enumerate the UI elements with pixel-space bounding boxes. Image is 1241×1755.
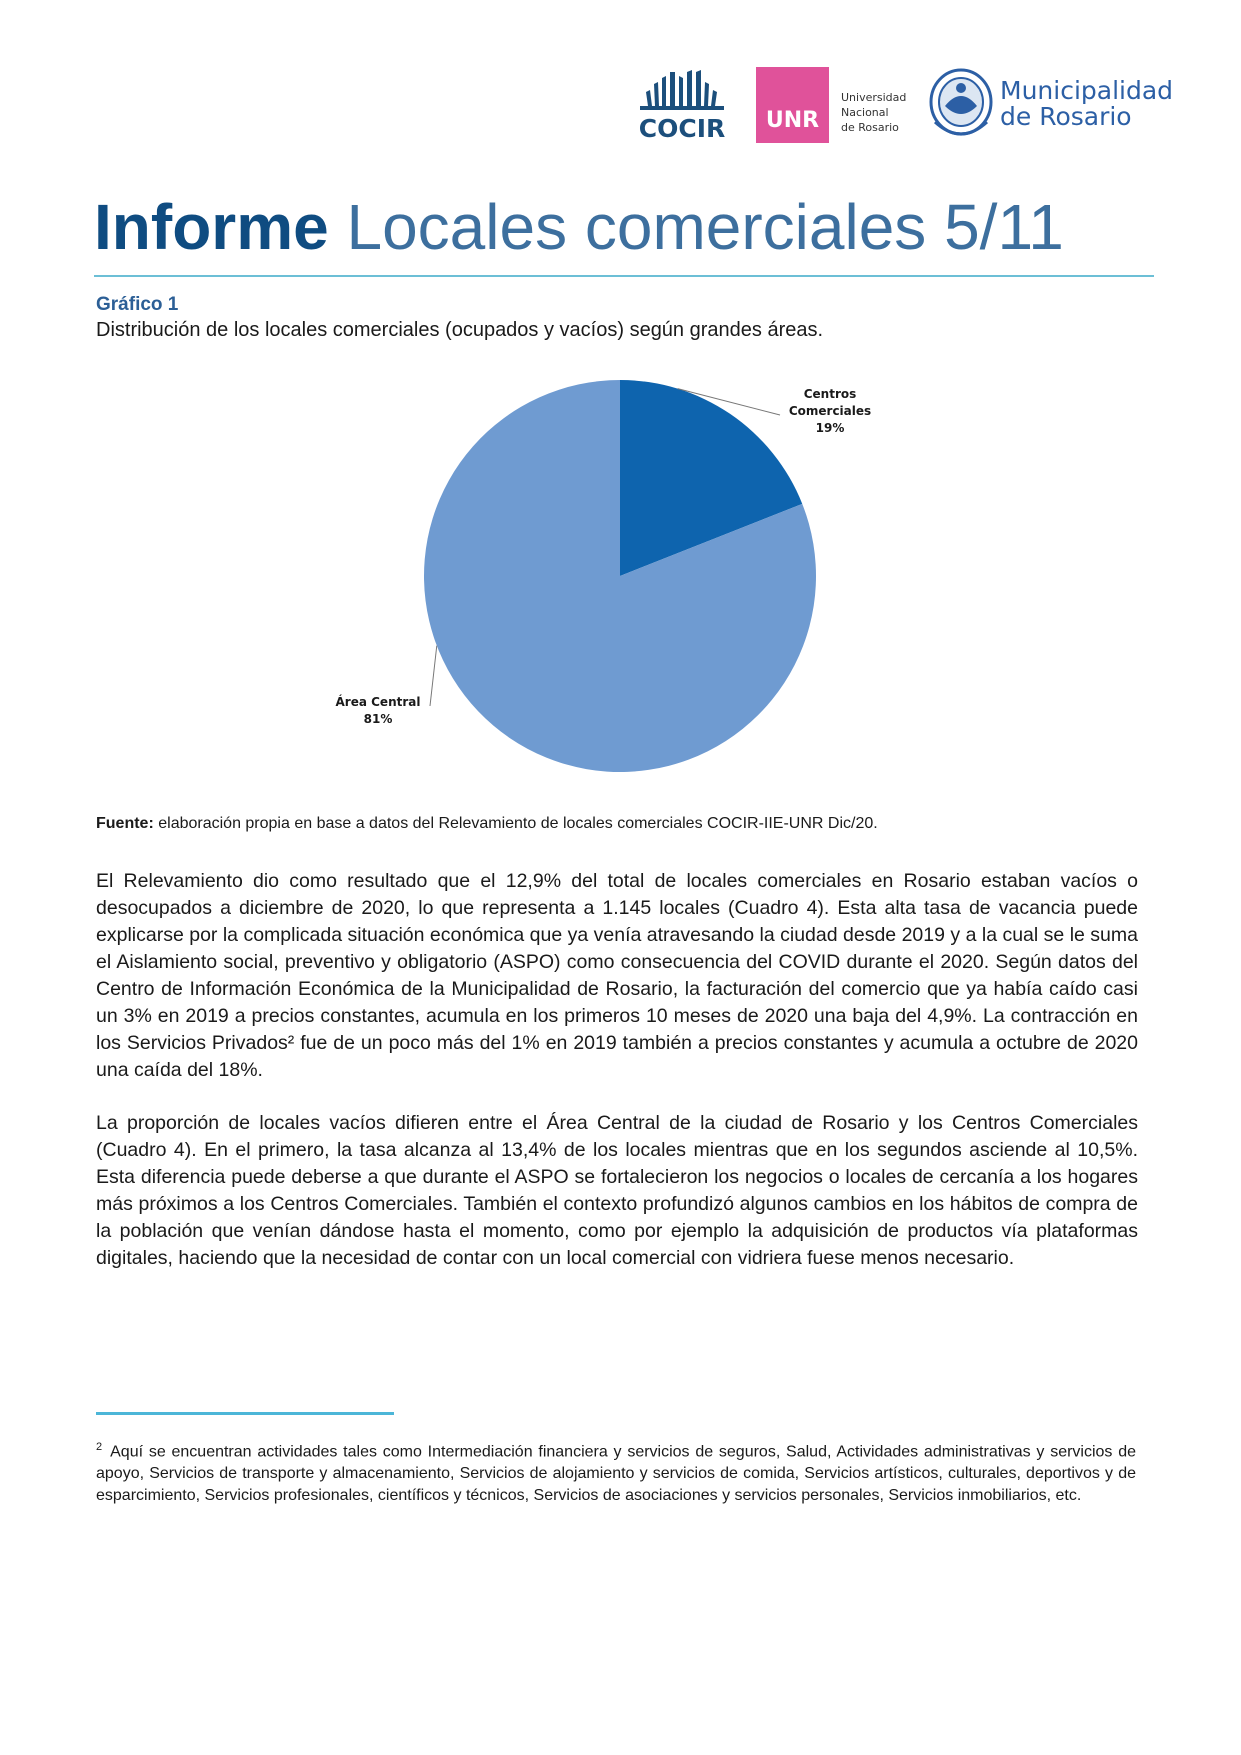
title-divider: [94, 275, 1154, 277]
figure-caption: Distribución de los locales comerciales (ocupados y vacíos) según grandes áreas.: [96, 319, 824, 341]
source-text: elaboración propia en base a datos del Relevamiento de locales comerciales COCIR-IIE-UNR Dic/20.: [158, 815, 878, 832]
cocir-logo: [636, 62, 728, 144]
pie-category-label-0: Comerciales: [788, 404, 872, 418]
figure-source: [96, 815, 878, 833]
unr-logo: UNR: [756, 67, 829, 143]
pie-chart: [330, 360, 890, 780]
footnote: [96, 1436, 1136, 1507]
page-title-light: Locales comerciales 5/11: [346, 191, 1064, 263]
footnote-marker: 2: [96, 1441, 103, 1453]
pie-value-label-1: 81%: [363, 712, 393, 726]
pie-value-label-0: 19%: [815, 421, 845, 435]
municipalidad-seal-icon: [925, 66, 997, 146]
page-title: [94, 190, 1064, 264]
figure-label: Gráfico 1: [96, 294, 179, 315]
footnote-text: Aquí se encuentran actividades tales como Intermediación financiera y servicios de seguros, Salud, Actividades administrativas y servicios de apoyo, Servicios de transporte y almacenamiento, Servicios de alojamiento y servicios de comida, Servicios artísticos, culturales, deportivos y de esparcimiento, Servicios profesionales, científicos y técnicos, Servicios de asociaciones y servicios personales, Servicios inmobiliarios, etc.: [96, 1443, 1136, 1505]
footnote-divider: [96, 1412, 394, 1415]
municipalidad-name: Municipalidad de Rosario: [1000, 76, 1174, 131]
cocir-wordmark: COCIR: [638, 114, 726, 143]
pie-category-label-1: Área Central: [335, 695, 421, 709]
pie-category-label-0: Centros: [803, 387, 857, 401]
paragraph-1: El Relevamiento dio como resultado que el 12,9% del total de locales comerciales en Rosario estaban vacíos o desocupados a diciembre de 2020, lo que representa a 1.145 locales (Cuadro 4). Esta alta tasa de vacancia puede explicarse por la complicada situación económica que ya venía atravesando la ciudad desde 2019 y a la cual se le suma el Aislamiento social, preventivo y obligatorio (ASPO) como consecuencia del COVID durante el 2020. Según datos del Centro de Información Económica de la Municipalidad de Rosario, la facturación del comercio que ya había caído casi un 3% en 2019 a precios constantes, acumula en los primeros 10 meses de 2020 una baja del 4,9%. La contracción en los Servicios Privados² fue de un poco más del 1% en 2019 también a precios constantes y acumula a octubre de 2020 una caída del 18%.: [96, 870, 1138, 1081]
page-title-bold: Informe: [94, 191, 329, 263]
paragraph-2: La proporción de locales vacíos difieren entre el Área Central de la ciudad de Rosario y los Centros Comerciales (Cuadro 4). En el primero, la tasa alcanza al 13,4% de los locales mientras que en los segundos asciende al 10,5%. Esta diferencia puede deberse a que durante el ASPO se fortalecieron los negocios o locales de cercanía a los hogares más próximos a los Centros Comerciales. También el contexto profundizó algunos cambios en los hábitos de compra de la población que venían dándose hasta el momento, como por ejemplo la adquisición de productos vía plataformas digitales, haciendo que la necesidad de contar con un local comercial con vidriera fuese menos necesario.: [96, 1112, 1138, 1269]
pie-leader-line-1: [430, 646, 437, 706]
unr-name: Universidad Nacional de Rosario: [841, 91, 907, 134]
source-label: Fuente:: [96, 815, 154, 832]
